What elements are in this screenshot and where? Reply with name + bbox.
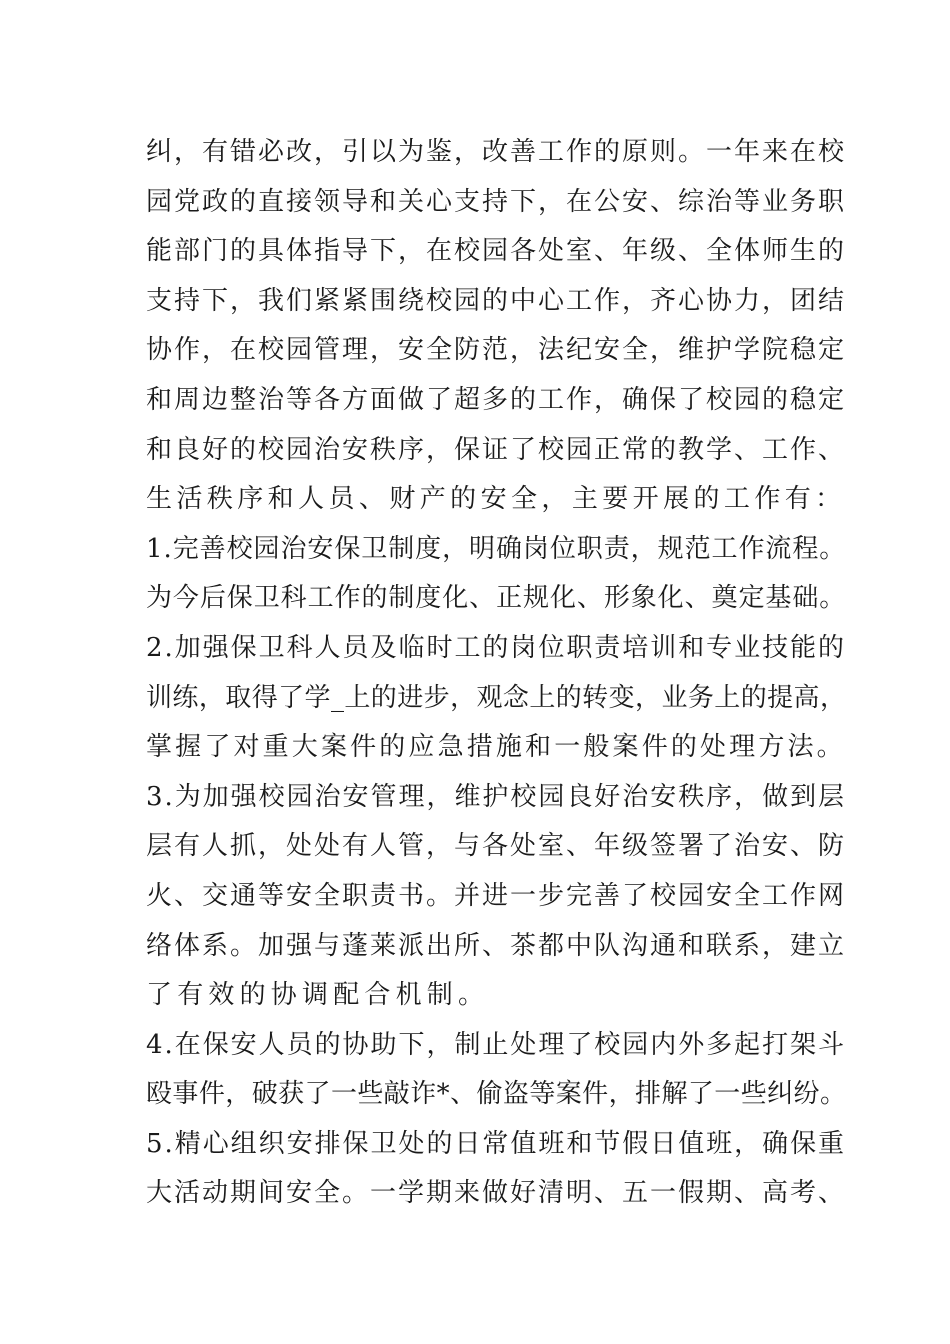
list-item-1-line: 为今后保卫科工作的制度化、正规化、形象化、奠定基础。 bbox=[146, 583, 847, 614]
list-item-3-line: 了有效的协调配合机制。 bbox=[146, 980, 490, 1011]
body-text bbox=[146, 128, 847, 1219]
list-item-3-line: 3.为加强校园治安管理，维护校园良好治安秩序，做到层 bbox=[146, 781, 847, 812]
text-line: 和良好的校园治安秩序，保证了校园正常的教学、工作、 bbox=[146, 434, 847, 465]
text-line: 能部门的具体指导下，在校园各处室、年级、全体师生的 bbox=[146, 236, 847, 267]
list-item-5-line: 大活动期间安全。一学期来做好清明、五一假期、高考、 bbox=[146, 1178, 847, 1209]
list-item-4-line: 4.在保安人员的协助下，制止处理了校园内外多起打架斗 bbox=[146, 1029, 847, 1060]
text-line: 纠，有错必改，引以为鉴，改善工作的原则。一年来在校 bbox=[146, 137, 847, 167]
list-item-5-line: 5.精心组织安排保卫处的日常值班和节假日值班，确保重 bbox=[146, 1128, 847, 1159]
list-item-1-line: 1.完善校园治安保卫制度，明确岗位职责，规范工作流程。 bbox=[146, 533, 847, 564]
list-item-4-line: 殴事件，破获了一些敲诈*、偷盗等案件，排解了一些纠纷。 bbox=[146, 1079, 847, 1110]
list-item-3-line: 层有人抓，处处有人管，与各处室、年级签署了治安、防 bbox=[146, 831, 847, 862]
text-line: 支持下，我们紧紧围绕校园的中心工作，齐心协力，团结 bbox=[146, 285, 847, 316]
list-item-2-line: 掌握了对重大案件的应急措施和一般案件的处理方法。 bbox=[146, 732, 846, 763]
text-line: 和周边整治等各方面做了超多的工作，确保了校园的稳定 bbox=[146, 384, 847, 415]
list-item-3-line: 火、交通等安全职责书。并进一步完善了校园安全工作网 bbox=[146, 880, 847, 911]
text-line: 协作，在校园管理，安全防范，法纪安全，维护学院稳定 bbox=[146, 335, 847, 366]
list-item-2-line: 2.加强保卫科人员及临时工的岗位职责培训和专业技能的 bbox=[146, 632, 847, 663]
list-item-3-line: 络体系。加强与蓬莱派出所、茶都中队沟通和联系，建立 bbox=[146, 930, 847, 961]
text-line: 园党政的直接领导和关心支持下，在公安、综治等业务职 bbox=[146, 186, 847, 217]
list-item-2-line: 训练，取得了学_上的进步，观念上的转变，业务上的提高， bbox=[146, 682, 847, 713]
text-line: 生活秩序和人员、财产的安全，主要开展的工作有： bbox=[146, 484, 846, 515]
